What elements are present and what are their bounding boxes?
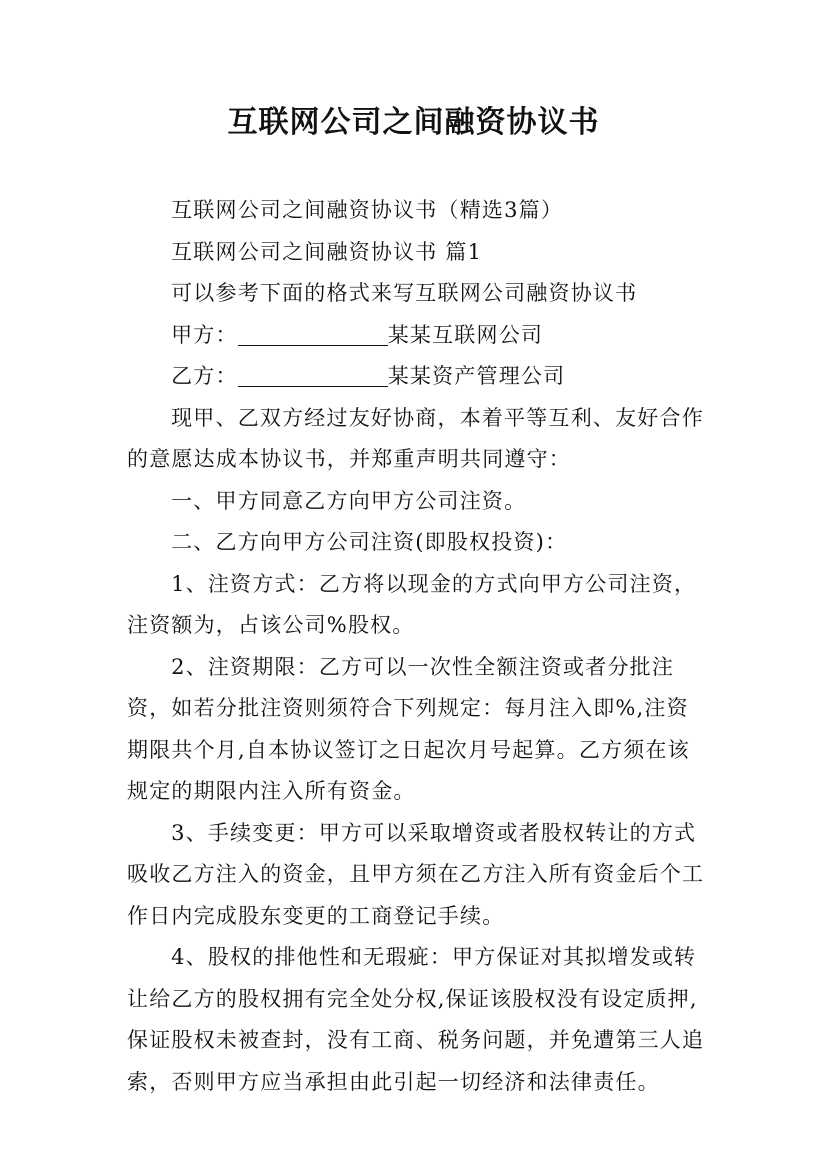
party-a-label: 甲方： [171, 322, 238, 347]
document-body [127, 190, 707, 1103]
party-a-blank-line [238, 323, 388, 346]
clause-2-1-investment-method: 1、注资方式：乙方将以现金的方式向甲方公司注资，注资额为，占该公司%股权。 [127, 571, 697, 637]
clause-1: 一、甲方同意乙方向甲方公司注资。 [171, 488, 527, 513]
clause-2-4-equity-exclusivity: 4、股权的排他性和无瑕疵：甲方保证对其拟增发或转让给乙方的股权拥有完全处分权,保证该股权没有设定质押,保证股权未被查封，没有工商、税务问题，并免遭第三人追索，否则甲方应当承担由此引起一切经济和法律责任。 [127, 945, 705, 1094]
document-title: 互联网公司之间融资协议书 [227, 105, 600, 140]
clause-2: 二、乙方向甲方公司注资(即股权投资)： [171, 530, 568, 554]
clause-2-3-procedure-change: 3、手续变更：甲方可以采取增资或者股权转让的方式吸收乙方注入的资金，且甲方须在乙方注入所有资金后个工作日内完成股东变更的工商登记手续。 [127, 820, 705, 928]
party-b-label: 乙方： [171, 364, 238, 388]
party-b-blank-line [238, 364, 388, 387]
clause-2-2-investment-period: 2、注资期限：乙方可以一次性全额注资或者分批注资，如若分批注资则须符合下列规定：每月注入即%,注资期限共个月,自本协议签订之日起次月号起算。乙方须在该规定的期限内注入所有资金。 [127, 654, 690, 803]
party-a-value: 某某互联网公司 [387, 322, 544, 347]
paragraph-intro: 互联网公司之间融资协议书（精选3篇） [171, 198, 564, 222]
party-b-value: 某某资产管理公司 [387, 364, 566, 388]
party-b-line [127, 356, 707, 398]
paragraph-preamble: 现甲、乙双方经过友好协商，本着平等互利、友好合作的意愿达成本协议书，并郑重声明共同遵守： [127, 405, 704, 471]
party-a-line [127, 315, 707, 357]
paragraph-article-heading: 互联网公司之间融资协议书 篇1 [171, 239, 483, 264]
paragraph-format-note: 可以参考下面的格式来写互联网公司融资协议书 [171, 281, 638, 305]
